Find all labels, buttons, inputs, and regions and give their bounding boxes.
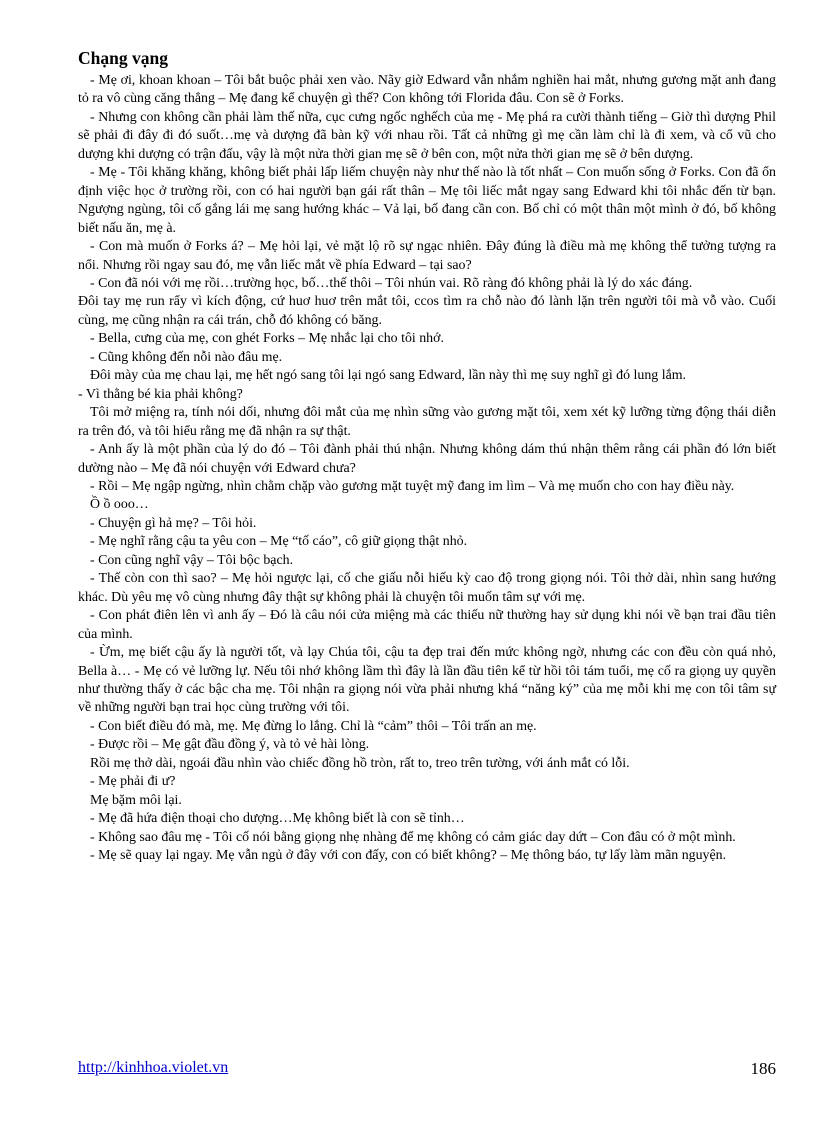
paragraph: Ồ ồ ooo… — [90, 497, 149, 513]
paragraph: - Con mà muốn ở Forks á? – Mẹ hỏi lại, vẻ mặt lộ rõ sự ngạc nhiên. Đây đúng là điều mà mẹ không thể tưởng tượng ra nổi. Nhưng rồi ngay sau đó, mẹ vẫn liếc mắt về phía Edward – tại sao? — [78, 239, 776, 273]
paragraph: - Được rồi – Mẹ gật đầu đồng ý, và tỏ vẻ hài lòng. — [90, 737, 370, 753]
paragraph: - Con phát điên lên vì anh ấy – Đó là câu nói cửa miệng mà các thiếu nữ thường hay sử dụng khi nói về bạn trai đầu tiên của mình. — [78, 608, 776, 642]
paragraph: - Mẹ ơi, khoan khoan – Tôi bắt buộc phải xen vào. Nãy giờ Edward vẫn nhắm nghiền hai mắt, nhưng gương mặt anh đang tỏ ra vô cùng căng thẳng – Mẹ đang kể chuyện gì thế? Con không tới Florida đâu. Con sẽ ở Forks. — [78, 73, 776, 107]
paragraph: Đôi mày của mẹ chau lại, mẹ hết ngó sang tôi lại ngó sang Edward, lần này thì mẹ suy nghĩ gì đó lung lắm. — [90, 368, 687, 384]
paragraph: Mẹ bặm môi lại. — [90, 792, 182, 808]
paragraph: - Bella, cưng của mẹ, con ghét Forks – Mẹ nhắc lại cho tôi nhớ. — [90, 331, 444, 347]
body-text — [78, 72, 776, 865]
paragraph: - Nhưng con không cần phải làm thế nữa, cục cưng ngốc nghếch của mẹ - Mẹ phá ra cười thành tiếng – Giờ thì dượng Phil sẽ phải đi đây đi đó suốt…mẹ và dượng đã bàn kỹ với nhau rồi. Tất cả những gì mẹ cần làm chỉ là đi xem, và cổ vũ cho dượng khi dượng có trận đấu, vậy là một nửa thời gian mẹ sẽ ở bên con, một nửa thời gian mẹ sẽ ở bên dượng. — [78, 109, 776, 162]
paragraph: - Không sao đâu mẹ - Tôi cố nói bằng giọng nhẹ nhàng để mẹ không có cảm giác day dứt – Con đâu có ở một mình. — [90, 829, 736, 845]
paragraph: - Mẹ sẽ quay lại ngay. Mẹ vẫn ngủ ở đây với con đấy, con có biết không? – Mẹ thông báo, tự lấy làm mãn nguyện. — [90, 848, 727, 864]
paragraph: - Thế còn con thì sao? – Mẹ hỏi ngược lại, cố che giấu nỗi hiếu kỳ cao độ trong giọng nói. Tôi thở dài, nhìn sang hướng khác. Dù yêu mẹ vô cùng nhưng đây thật sự không phải là chuyện tôi muốn tâm sự với mẹ. — [78, 571, 776, 605]
paragraph: - Mẹ đã hứa điện thoại cho dượng…Mẹ không biết là con sẽ tỉnh… — [90, 811, 465, 827]
paragraph: - Con cũng nghĩ vậy – Tôi bộc bạch. — [90, 552, 294, 568]
paragraph: - Con đã nói với mẹ rồi…trường học, bố…thế thôi – Tôi nhún vai. Rõ ràng đó không phải là lý do xác đáng. — [90, 275, 693, 291]
paragraph: Đôi tay mẹ run rẩy vì kích động, cứ huơ huơ trên mắt tôi, ccos tìm ra chỗ nào đó lành lặn trên người tôi mà vỗ vào. Cuối cùng, mẹ cũng nhận ra cái trán, chỗ đó không có băng. — [78, 294, 776, 328]
page-number: 186 — [750, 1059, 776, 1078]
document-page — [78, 48, 776, 865]
paragraph: Rồi mẹ thở dài, ngoái đầu nhìn vào chiếc đồng hồ tròn, rất to, treo trên tường, với ánh mắt có lỗi. — [90, 755, 630, 771]
paragraph: - Con biết điều đó mà, mẹ. Mẹ đừng lo lắng. Chỉ là “cảm” thôi – Tôi trấn an mẹ. — [90, 718, 537, 734]
footer-link[interactable]: http://kinhhoa.violet.vn — [78, 1059, 229, 1076]
paragraph: - Ừm, mẹ biết cậu ấy là người tốt, và lạy Chúa tôi, cậu ta đẹp trai đến mức không ngờ, nhưng các con đều còn quá nhỏ, Bella à… - Mẹ có vẻ lưỡng lự. Nếu tôi nhớ không lầm thì đây là lần đầu tiên kể từ hồi tôi tám tuổi, mẹ cố ra giọng uy quyền như thường thấy ở các bậc cha mẹ. Tôi nhận ra giọng nói vừa phải nhưng khá “năng ký” của mẹ mỗi khi mẹ con tôi tâm sự về những người bạn trai học cùng trường với tôi. — [78, 645, 776, 716]
paragraph: - Mẹ - Tôi khăng khăng, không biết phải lấp liếm chuyện này như thế nào là tốt nhất – Con muốn sống ở Forks. Con đã ổn định việc học ở trường rồi, con có hai người bạn gái rất thân – Mẹ tôi liếc mắt ngay sang Edward khi tôi nhắc đến từ bạn. Ngượng ngùng, tôi cố gắng lái mẹ sang hướng khác – Vả lại, bố đang cần con. Bố chỉ có một thân một mình ở đó, bố không biết nấu ăn, mẹ à. — [78, 165, 776, 236]
chapter-title: Chạng vạng — [78, 48, 168, 68]
paragraph: - Vì thằng bé kia phải không? — [78, 386, 243, 402]
paragraph: - Mẹ nghĩ rằng cậu ta yêu con – Mẹ “tố cáo”, cô giữ giọng thật nhỏ. — [90, 534, 468, 550]
paragraph: Tôi mở miệng ra, tính nói dối, nhưng đôi mắt của mẹ nhìn sững vào gương mặt tôi, xem xét kỹ lưỡng từng động thái diễn ra trên đó, và tôi hiểu rằng mẹ đã nhận ra sự thật. — [78, 405, 776, 439]
paragraph: - Rồi – Mẹ ngập ngừng, nhìn chằm chặp vào gương mặt tuyệt mỹ đang im lìm – Và mẹ muốn cho con hay điều này. — [90, 478, 735, 494]
paragraph: - Anh ấy là một phần của lý do đó – Tôi đành phải thú nhận. Nhưng không dám thú nhận thêm rằng cái phần đó lớn biết dường nào – Mẹ đã nói chuyện với Edward chưa? — [78, 442, 776, 476]
page-footer — [78, 1059, 776, 1079]
paragraph: - Mẹ phải đi ư? — [90, 774, 176, 790]
paragraph: - Chuyện gì hả mẹ? – Tôi hỏi. — [90, 515, 257, 531]
paragraph: - Cũng không đến nỗi nào đâu mẹ. — [90, 349, 283, 365]
